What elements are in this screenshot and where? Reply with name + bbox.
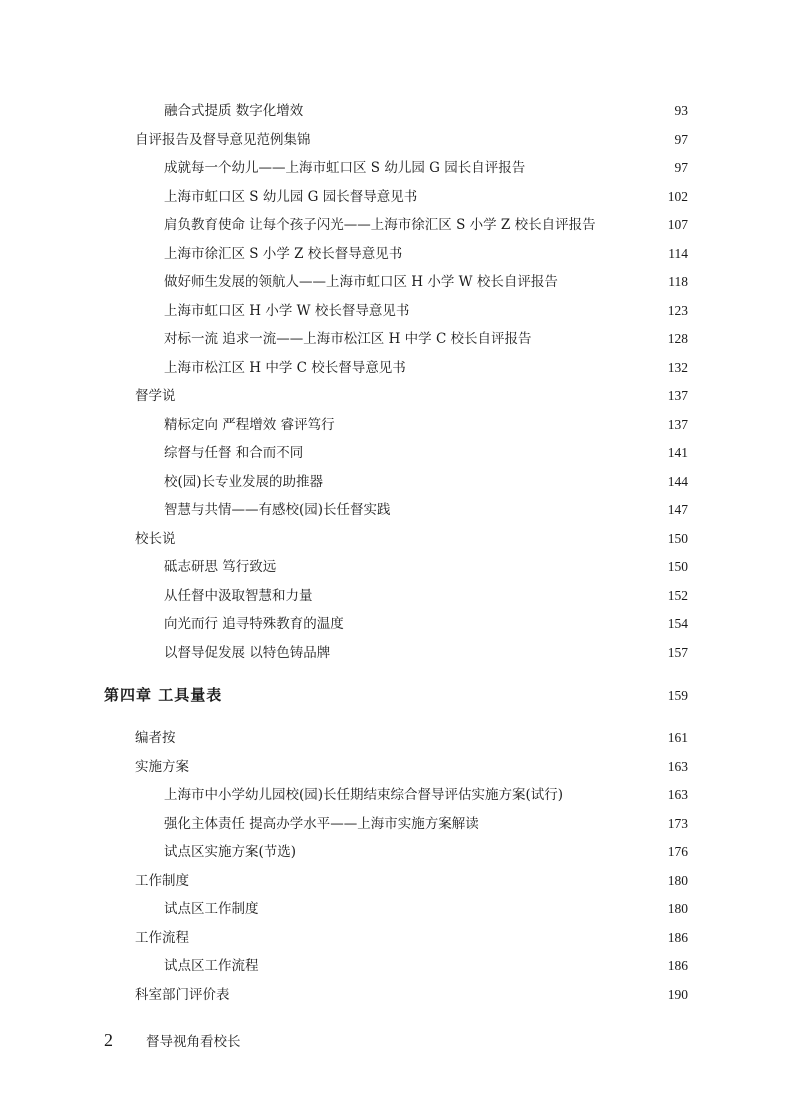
toc-entry[interactable]	[164, 159, 688, 177]
toc-entry-page: 147	[667, 502, 688, 517]
toc-entry-title: 上海市松江区 H 中学 C 校长督导意见书	[164, 360, 406, 376]
toc-entry-page: 173	[667, 816, 688, 831]
toc-entry-page: 144	[667, 474, 688, 489]
toc-entry[interactable]	[164, 815, 688, 833]
toc-section[interactable]	[135, 387, 688, 405]
toc-section-title: 工作制度	[135, 873, 189, 889]
toc-chapter-title: 第四章 工具量表	[104, 686, 223, 704]
toc-entry-title: 从任督中汲取智慧和力量	[164, 588, 313, 604]
toc-entry[interactable]	[164, 188, 688, 206]
toc-entry-title: 校(园)长专业发展的助推器	[164, 474, 324, 490]
toc-section-page: 163	[667, 759, 688, 774]
toc-entry-page: 152	[667, 588, 688, 603]
toc-section[interactable]	[135, 929, 688, 947]
toc-entry[interactable]	[164, 786, 688, 804]
toc-entry-page: 132	[667, 360, 688, 375]
toc-entry-title: 综督与任督 和合而不同	[164, 445, 304, 461]
toc-section[interactable]	[135, 131, 688, 149]
toc-entry-page: 157	[667, 645, 688, 660]
toc-entry-page: 154	[667, 616, 688, 631]
toc-entry-page: 141	[667, 445, 688, 460]
toc-section-title: 自评报告及督导意见范例集锦	[135, 132, 311, 148]
toc-entry[interactable]	[164, 273, 688, 291]
toc-section-page: 150	[667, 531, 688, 546]
toc-entry-page: 176	[667, 844, 688, 859]
toc-section-title: 编者按	[135, 730, 176, 746]
toc-entry-title: 精标定向 严程增效 睿评笃行	[164, 417, 335, 433]
toc-entry[interactable]	[164, 302, 688, 320]
toc-entry-page: 137	[667, 417, 688, 432]
toc-entry-title: 上海市徐汇区 S 小学 Z 校长督导意见书	[164, 246, 403, 262]
toc-section[interactable]	[135, 530, 688, 548]
toc-section-page: 137	[667, 388, 688, 403]
running-title: 督导视角看校长	[146, 1034, 241, 1050]
toc-entry[interactable]	[164, 359, 688, 377]
toc-entry-title: 以督导促发展 以特色铸品牌	[164, 645, 331, 661]
toc-section-title: 工作流程	[135, 930, 189, 946]
toc-section-page: 180	[667, 873, 688, 888]
toc-section[interactable]	[135, 729, 688, 747]
toc-entry-page: 150	[667, 559, 688, 574]
page-footer	[104, 1030, 241, 1051]
toc-entry-page: 93	[674, 103, 688, 118]
toc-section[interactable]	[135, 872, 688, 890]
toc-entry-page: 128	[667, 331, 688, 346]
toc-entry-page: 123	[667, 303, 688, 318]
toc-entry[interactable]	[164, 216, 688, 234]
toc-entry-page: 102	[667, 189, 688, 204]
toc-entry-title: 融合式提质 数字化增效	[164, 103, 304, 119]
toc-entry-page: 107	[667, 217, 688, 232]
toc-section-title: 科室部门评价表	[135, 987, 230, 1003]
toc-entry-title: 试点区工作制度	[164, 901, 259, 917]
toc-entry-title: 对标一流 追求一流——上海市松江区 H 中学 C 校长自评报告	[164, 331, 532, 347]
toc-entry-title: 试点区工作流程	[164, 958, 259, 974]
toc-entry[interactable]	[164, 900, 688, 918]
toc-entry[interactable]	[164, 644, 688, 662]
toc-entry[interactable]	[164, 444, 688, 462]
toc-entry-page: 97	[674, 160, 688, 175]
toc-entry[interactable]	[164, 501, 688, 519]
toc-section-page: 161	[667, 730, 688, 745]
toc-section-title: 校长说	[135, 531, 176, 547]
toc-entry-title: 肩负教育使命 让每个孩子闪光——上海市徐汇区 S 小学 Z 校长自评报告	[164, 217, 596, 233]
toc-section-page: 190	[667, 987, 688, 1002]
toc-section[interactable]	[135, 758, 688, 776]
toc-entry-page: 180	[667, 901, 688, 916]
toc-entry[interactable]	[164, 330, 688, 348]
toc-chapter[interactable]	[104, 686, 688, 705]
toc-chapter-page: 159	[667, 688, 688, 703]
toc-entry-title: 做好师生发展的领航人——上海市虹口区 H 小学 W 校长自评报告	[164, 274, 558, 290]
toc-entry-title: 智慧与共情——有感校(园)长任督实践	[164, 502, 391, 518]
toc-entry-title: 上海市中小学幼儿园校(园)长任期结束综合督导评估实施方案(试行)	[164, 787, 564, 803]
toc-entry[interactable]	[164, 416, 688, 434]
toc-entry[interactable]	[164, 587, 688, 605]
toc-entry-page: 114	[668, 246, 688, 261]
toc-entry[interactable]	[164, 843, 688, 861]
toc-entry-title: 砥志研思 笃行致远	[164, 559, 277, 575]
toc-entry-page: 186	[667, 958, 688, 973]
toc-entry-title: 向光而行 追寻特殊教育的温度	[164, 616, 344, 632]
toc-entry[interactable]	[164, 102, 688, 120]
toc-section-page: 186	[667, 930, 688, 945]
toc-entry[interactable]	[164, 615, 688, 633]
toc-entry[interactable]	[164, 473, 688, 491]
toc-entry-page: 163	[667, 787, 688, 802]
toc-section[interactable]	[135, 986, 688, 1004]
toc-entry[interactable]	[164, 245, 688, 263]
toc-entry[interactable]	[164, 558, 688, 576]
toc-section-title: 督学说	[135, 388, 176, 404]
toc-entry-title: 试点区实施方案(节选)	[164, 844, 297, 860]
toc-entry-title: 上海市虹口区 H 小学 W 校长督导意见书	[164, 303, 410, 319]
toc-entry[interactable]	[164, 957, 688, 975]
toc-entry-page: 118	[668, 274, 688, 289]
toc-section-title: 实施方案	[135, 759, 189, 775]
toc-entry-title: 上海市虹口区 S 幼儿园 G 园长督导意见书	[164, 189, 418, 205]
toc-section-page: 97	[674, 132, 688, 147]
toc-entry-title: 成就每一个幼儿——上海市虹口区 S 幼儿园 G 园长自评报告	[164, 160, 526, 176]
toc-entry-title: 强化主体责任 提高办学水平——上海市实施方案解读	[164, 816, 479, 832]
page-number: 2	[104, 1030, 113, 1050]
